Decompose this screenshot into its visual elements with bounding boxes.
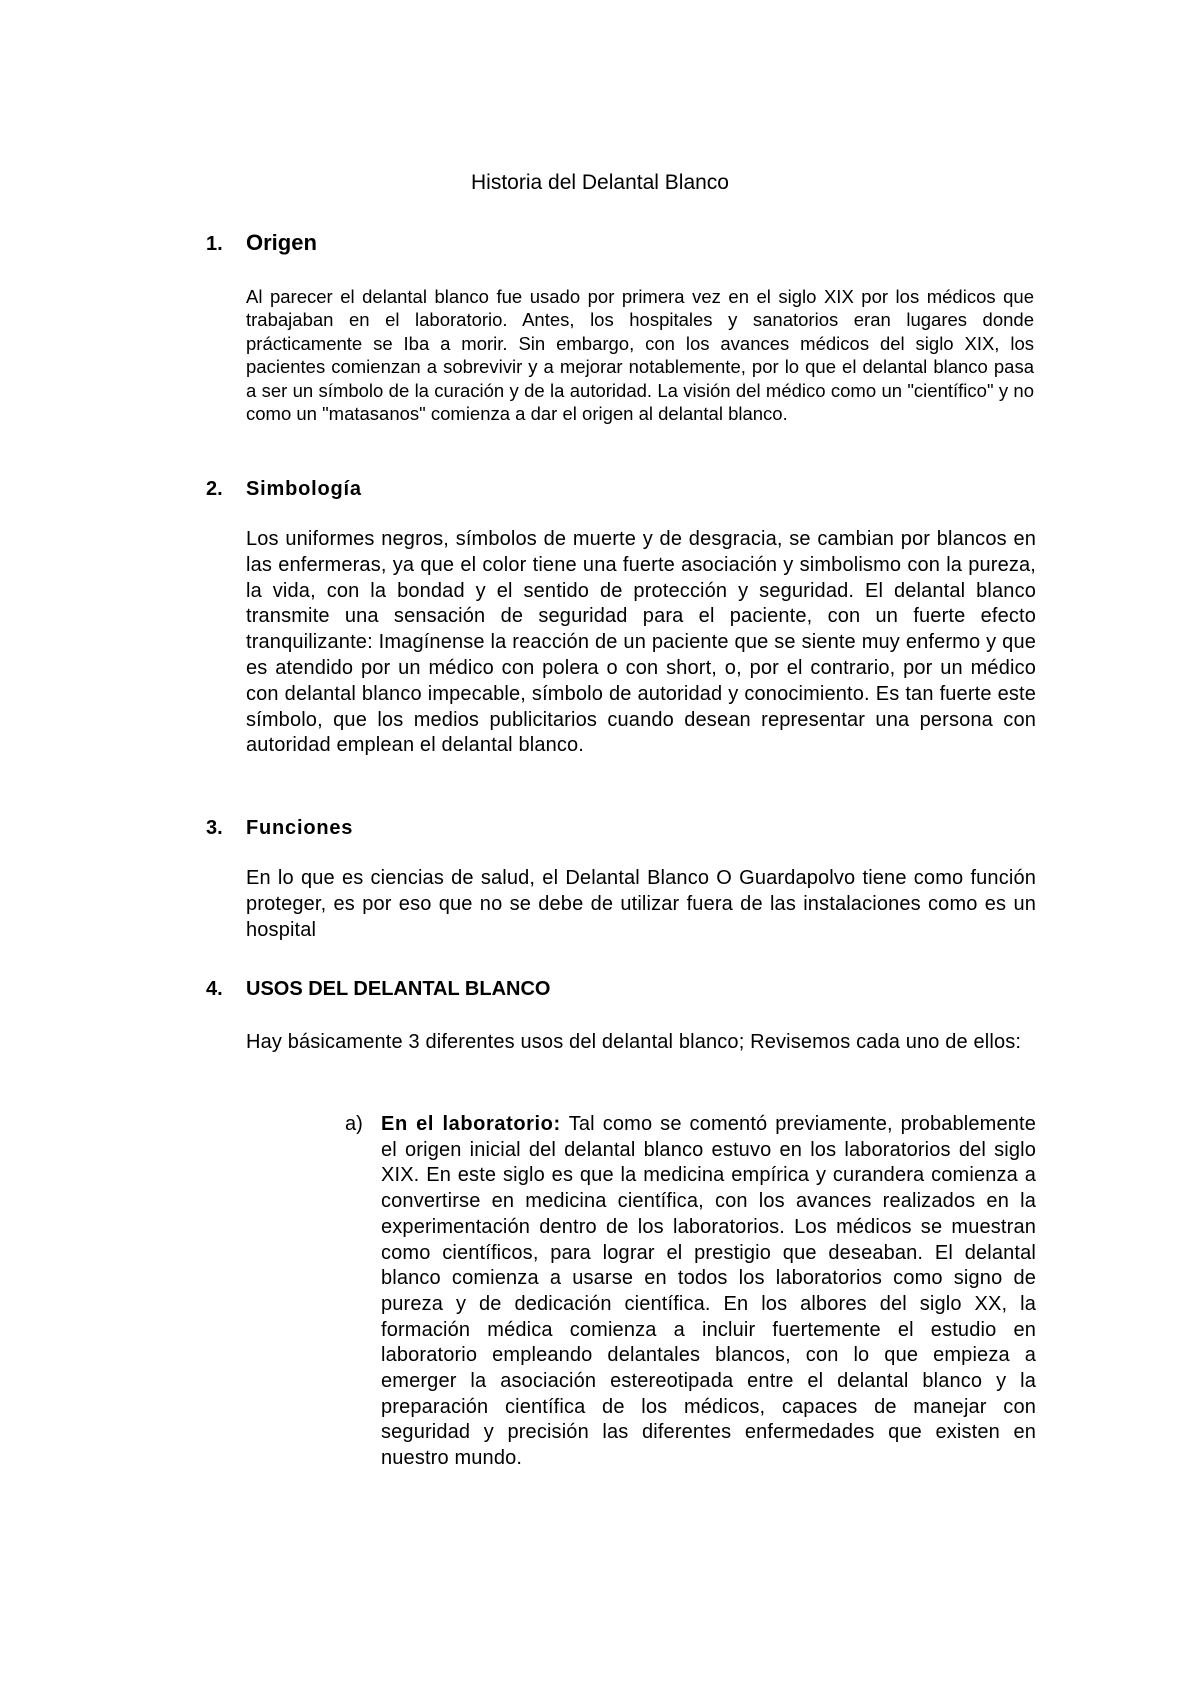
subitem-label: a) xyxy=(345,1113,363,1135)
section-body-funciones: En lo que es ciencias de salud, el Delantal Blanco O Guardapolvo tiene como función proteger, es por eso que no se debe de utilizar fuera de las instalaciones como es un hospital xyxy=(246,867,1036,941)
section-number: 4. xyxy=(206,978,223,1000)
section-body-simbologia: Los uniformes negros, símbolos de muerte y de desgracia, se cambian por blancos en las enfermeras, ya que el color tiene una fuerte asociación y simbolismo con la pureza, la vida, con la bondad y el sentido de protección y seguridad. El delantal blanco transmite una sensación de seguridad para el paciente, con un fuerte efecto tranquilizante: Imagínense la reacción de un paciente que se siente muy enfermo y que es atendido por un médico con polera o con short, o, por el contrario, por un médico con delantal blanco impecable, símbolo de autoridad y conocimiento. Es tan fuerte este símbolo, que los medios publicitarios cuando desean representar una persona con autoridad emplean el delantal blanco. xyxy=(246,528,1036,757)
section-number: 1. xyxy=(206,233,223,255)
section-number: 2. xyxy=(206,478,223,500)
section-heading-simbologia: Simbología xyxy=(246,478,362,500)
section-heading-funciones: Funciones xyxy=(246,817,354,839)
document-title: Historia del Delantal Blanco xyxy=(471,171,729,194)
section-body-usos: Hay básicamente 3 diferentes usos del delantal blanco; Revisemos cada uno de ellos: xyxy=(246,1031,1022,1053)
subitem-title: En el laboratorio: xyxy=(381,1113,561,1135)
section-heading-origen: Origen xyxy=(246,230,317,255)
section-body-origen: Al parecer el delantal blanco fue usado por primera vez en el siglo XIX por los médicos que trabajaban en el laboratorio. Antes, los hospitales y sanatorios eran lugares donde prácticamente se Iba a morir. Sin embargo, con los avances médicos del siglo XIX, los pacientes comienzan a sobrevivir y a mejorar notablemente, por lo que el delantal blanco pasa a ser un símbolo de la curación y de la autoridad. La visión del médico como un "científico" y no como un "matasanos" comienza a dar el origen al delantal blanco. xyxy=(246,286,1034,425)
section-number: 3. xyxy=(206,817,223,839)
section-heading-usos: USOS DEL DELANTAL BLANCO xyxy=(246,978,551,1000)
subitem-laboratorio xyxy=(381,1112,1036,1472)
subitem-text: Tal como se comentó previamente, probablemente el origen inicial del delantal blanco estuvo en los laboratorios del siglo XIX. En este siglo es que la medicina empírica y curandera comienza a convertirse en medicina científica, con los avances realizados en la experimentación dentro de los laboratorios. Los médicos se muestran como científicos, para lograr el prestigio que deseaban. El delantal blanco comienza a usarse en todos los laboratorios como signo de pureza y de dedicación científica. En los albores del siglo XX, la formación médica comienza a incluir fuertemente el estudio en laboratorio empleando delantales blancos, con lo que empieza a emerger la asociación estereotipada entre el delantal blanco y la preparación científica de los médicos, capaces de manejar con seguridad y precisión las diferentes enfermedades que existen en nuestro mundo. xyxy=(381,1113,1037,1470)
